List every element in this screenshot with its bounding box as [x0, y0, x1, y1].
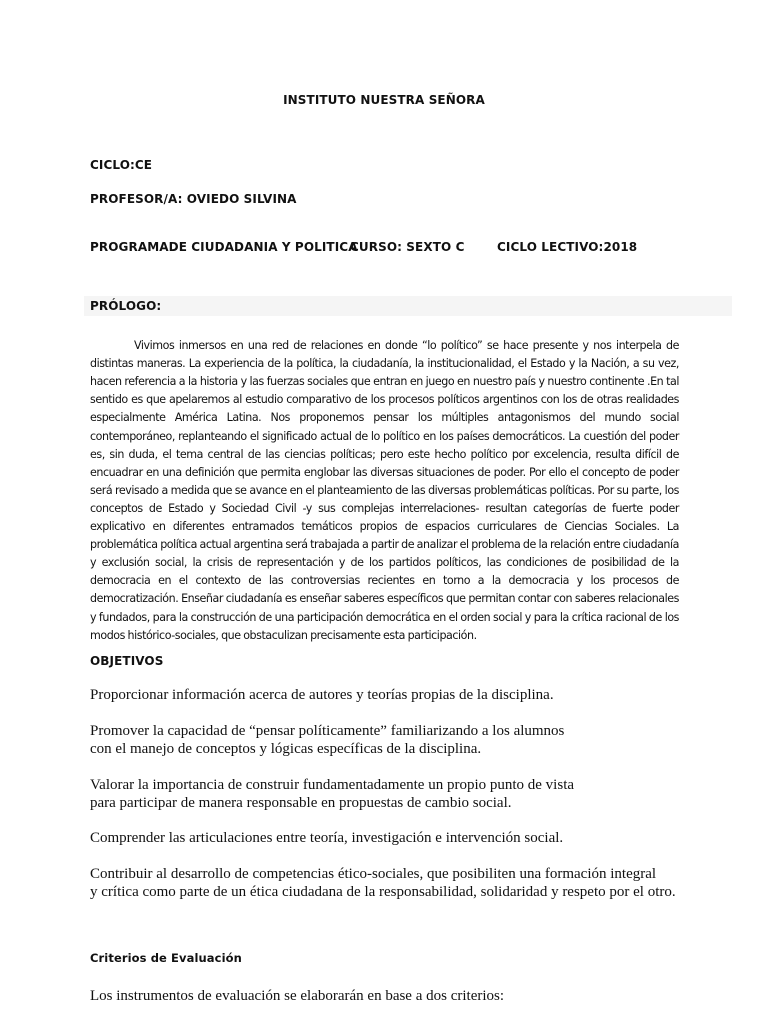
program-name: PROGRAMADE CIUDADANIA Y POLITICA — [90, 240, 358, 254]
objective-item — [90, 865, 710, 901]
evaluation-heading: Criterios de Evaluación — [90, 951, 242, 965]
objectives-heading: OBJETIVOS — [90, 654, 164, 668]
objective-line: Comprender las articulaciones entre teoría, investigación e intervención social. — [90, 830, 564, 846]
course-name: CURSO: SEXTO C — [350, 240, 465, 254]
prologue-body: Vivimos inmersos en una red de relaciones en donde “lo político” se hace presente y nos interpela de distintas maneras. La experiencia de la política, la ciudadanía, la institucionalidad, el Estado y la Nación, a su vez, hacen referencia a la historia y las fuerzas sociales que entran en juego en nuestro país y nuestro continente .En tal sentido es que apelaremos al estudio comparativo de los procesos políticos argentinos con los de otras realidades especialmente América Latina. Nos proponemos pensar los múltiples antagonismos del mundo social contemporáneo, replanteando el significado actual de lo político en los países democráticos. La cuestión del poder es, sin duda, el tema central de las ciencias políticas; pero este hecho político por excelencia, resulta difícil de encuadrar en una definición que permita englobar las diversas situaciones de poder. Por ello el concepto de poder será revisado a medida que se avance en el planteamiento de las diversas problemáticas políticas. Por su parte, los conceptos de Estado y Sociedad Civil -y sus complejas interrelaciones- resultan categorías de fuerte poder explicativo en diferentes entramados temáticos propios de espacios curriculares de Ciencias Sociales. La problemática política actual argentina será trabajada a partir de analizar el problema de la relación entre ciudadanía y exclusión social, la crisis de representación y de los partidos políticos, las condiciones de posibilidad de la democracia en el contexto de las controversias recientes en torno a la democracia y los procesos de democratización. Enseñar ciudadanía es enseñar saberes específicos que permitan contar con saberes relacionales y fundados, para la construcción de una participación democrática en el orden social y para la crítica racional de los modos histórico-sociales, que obstaculizan precisamente esta participación. — [90, 339, 679, 642]
evaluation-intro — [90, 987, 710, 1005]
objective-item — [90, 722, 710, 758]
objective-line: para participar de manera responsable en propuestas de cambio social. — [90, 795, 512, 811]
objective-line: Promover la capacidad de “pensar políticamente” familiarizando a los alumnos — [90, 723, 565, 739]
objective-line: Contribuir al desarrollo de competencias ético-sociales, que posibiliten una formación integral — [90, 866, 657, 882]
objective-line: y crítica como parte de un ética ciudadana de la responsabilidad, solidaridad y respeto por el otro. — [90, 884, 676, 900]
objective-line: Valorar la importancia de construir fundamentadamente un propio punto de vista — [90, 777, 575, 793]
objective-item — [90, 686, 710, 704]
prologue-heading: PRÓLOGO: — [90, 299, 162, 313]
prologue-heading-band — [84, 296, 732, 316]
institution-title: INSTITUTO NUESTRA SEÑORA — [283, 93, 485, 107]
teacher-line: PROFESOR/A: OVIEDO SILVINA — [90, 192, 297, 206]
objective-line: Proporcionar información acerca de autores y teorías propias de la disciplina. — [90, 687, 554, 703]
objective-item — [90, 829, 710, 847]
school-year: CICLO LECTIVO:2018 — [497, 240, 638, 254]
objective-item — [90, 776, 710, 812]
evaluation-intro-line: Los instrumentos de evaluación se elaborarán en base a dos criterios: — [90, 988, 505, 1004]
cycle-line: CICLO:CE — [90, 158, 153, 172]
objective-line: con el manejo de conceptos y lógicas específicas de la disciplina. — [90, 741, 482, 757]
